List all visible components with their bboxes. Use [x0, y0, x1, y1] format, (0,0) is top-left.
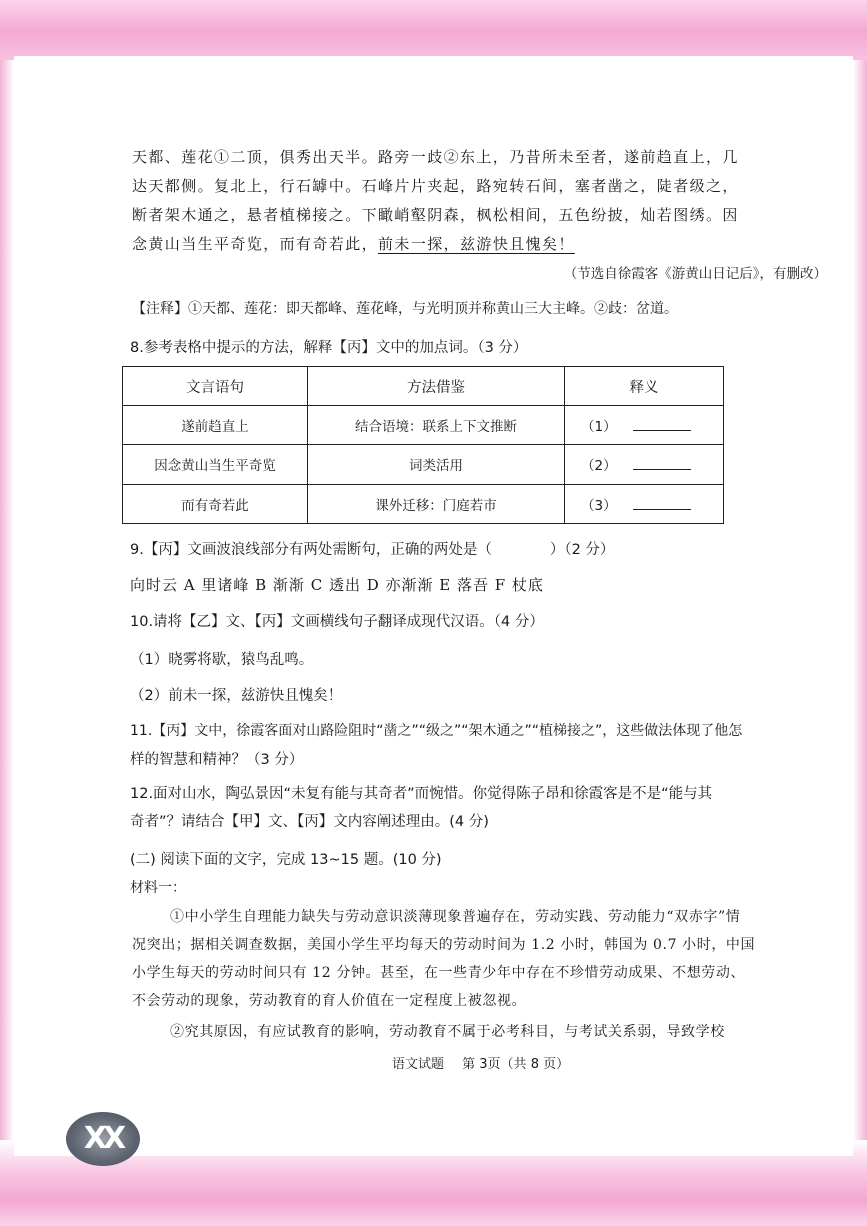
- material-line-3: 小学生每天的劳动时间只有 12 分钟。甚至，在一些青少年中存在不珍惜劳动成果、不想劳动、: [132, 965, 746, 981]
- answer-label: （2）: [581, 458, 617, 475]
- answer-label: （3）: [581, 497, 617, 514]
- table-cell-answer[interactable]: [565, 484, 724, 523]
- question-12-line-1: 12.面对山水，陶弘景因“未复有能与其奇者”而惋惜。你觉得陈子昂和徐霞客是不是“能与其: [130, 786, 713, 802]
- answer-blank[interactable]: [633, 457, 691, 470]
- answer-label: （1）: [581, 419, 617, 436]
- passage-line-2: 达天都侧。复北上，行石罅中。石峰片片夹起，路宛转石间，塞者凿之，陡者级之，: [132, 177, 739, 195]
- table-cell-answer[interactable]: [565, 406, 724, 445]
- table-cell-sentence: 遂前趋直上: [123, 406, 308, 445]
- right-border: [853, 60, 867, 1170]
- question-12-line-2: 奇者”？请结合【甲】文、【丙】文内容阐述理由。(4 分): [130, 814, 489, 830]
- question-9-options: 向时云 A 里诸峰 B 渐渐 C 透出 D 亦渐渐 E 落吾 F 杖底: [130, 576, 544, 594]
- passage-line-3: 断者架木通之，悬者植梯接之。下瞰峭壑阴森，枫松相间，五色纷披，灿若图绣。因: [132, 206, 739, 224]
- material-line-1: ①中小学生自理能力缺失与劳动意识淡薄现象普遍存在，劳动实践、劳动能力“双赤字”情: [170, 909, 741, 925]
- annotation-note: 【注释】①天都、莲花：即天都峰、莲花峰，与光明顶并称黄山三大主峰。②歧：岔道。: [132, 301, 678, 317]
- answer-blank[interactable]: [633, 497, 691, 510]
- material-one-label: 材料一：: [130, 880, 186, 896]
- question-11-line-2: 样的智慧和精神？（3 分）: [130, 752, 304, 768]
- section-2-title: (二) 阅读下面的文字，完成 13~15 题。(10 分): [130, 852, 442, 868]
- passage-line-1: 天都、莲花①二顶，俱秀出天半。路旁一歧②东上，乃昔所未至者，遂前趋直上，几: [132, 148, 739, 166]
- material-line-2: 况突出；据相关调查数据，美国小学生平均每天的劳动时间为 1.2 小时，韩国为 0.7 小时，中国: [132, 937, 756, 953]
- passage-underlined-sentence: 前未一探，兹游快且愧矣！: [378, 235, 575, 253]
- passage-source: （节选自徐霞客《游黄山日记后》，有删改）: [563, 266, 827, 282]
- question-10-sub-1: （1）晓雾将歇，猿鸟乱鸣。: [130, 652, 314, 668]
- table-header-method: 方法借鉴: [308, 367, 565, 406]
- material-line-5: ②究其原因，有应试教育的影响，劳动教育不属于必考科目，与考试关系弱，导致学校: [170, 1024, 725, 1040]
- question-9: 9.【丙】文画波浪线部分有两处需断句，正确的两处是（ ）（2 分）: [130, 542, 615, 558]
- material-line-4: 不会劳动的现象，劳动教育的育人价值在一定程度上被忽视。: [132, 993, 527, 1009]
- question-10-sub-2: （2）前未一探，兹游快且愧矣！: [130, 688, 343, 704]
- table-cell-sentence: 而有奇若此: [123, 484, 308, 523]
- table-cell-sentence: 因念黄山当生平奇览: [123, 445, 308, 484]
- table-cell-method: 课外迁移：门庭若市: [308, 484, 565, 523]
- table-row: [123, 484, 724, 523]
- page-footer: [392, 1053, 569, 1072]
- table-cell-method: 词类活用: [308, 445, 565, 484]
- footer-page-number: 第 3页（共 8 页）: [462, 1057, 570, 1072]
- table-header-sentence: 文言语句: [123, 367, 308, 406]
- method-table: [122, 366, 724, 524]
- table-row: [123, 445, 724, 484]
- scanner-logo-icon: XX: [66, 1112, 140, 1166]
- table-header-meaning: 释义: [565, 367, 724, 406]
- left-border: [0, 60, 14, 1170]
- answer-blank[interactable]: [633, 418, 691, 431]
- table-cell-answer[interactable]: [565, 445, 724, 484]
- question-11-line-1: 11.【丙】文中，徐霞客面对山路险阻时“凿之”“级之”“架木通之”“植梯接之”，这些做法体现了他怎: [130, 723, 743, 739]
- footer-subject: 语文试题: [392, 1057, 445, 1072]
- passage-line-4-plain: 念黄山当生平奇览，而有奇若此，: [132, 235, 379, 253]
- question-10: 10.请将【乙】文、【丙】文画横线句子翻译成现代汉语。（4 分）: [130, 614, 544, 630]
- table-header-row: [123, 367, 724, 406]
- table-cell-method: 结合语境：联系上下文推断: [308, 406, 565, 445]
- table-row: [123, 406, 724, 445]
- question-8: 8.参考表格中提示的方法，解释【丙】文中的加点词。（3 分）: [130, 340, 528, 356]
- passage-line-4: [132, 233, 575, 254]
